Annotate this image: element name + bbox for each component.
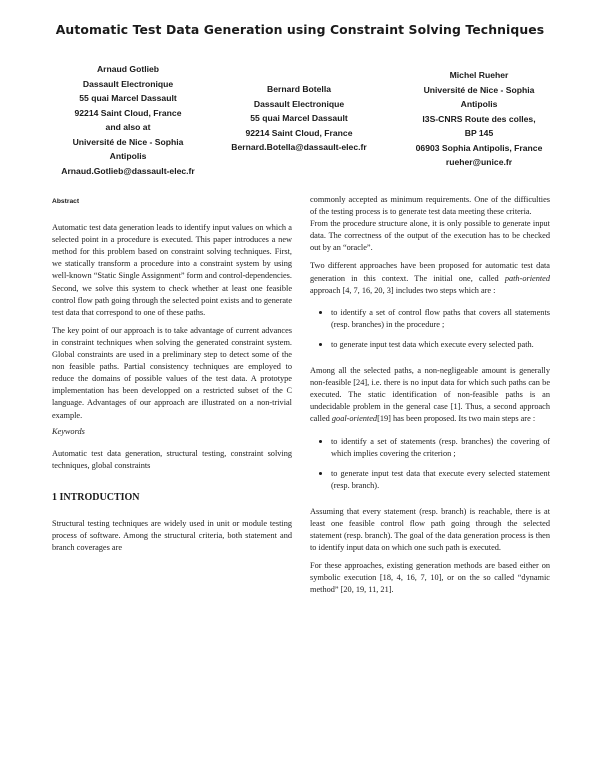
author-line: Bernard Botella [267, 84, 331, 94]
body-text: Among all the selected paths, a non-negligeable amount is generally non-feasible [24], i.e. there is no input data for which such paths can be executed. The static identification of non-feasible paths is an undecidable problem in the general case [1]. Thus, a second approach called [310, 366, 550, 424]
author-line: Dassault Electronique [253, 98, 345, 109]
list-item-text: to generate input test data that execute every selected statement (resp. branch). [331, 468, 550, 490]
author-email: rueher@unice.fr [445, 157, 513, 167]
list-item [310, 468, 550, 492]
author-line: and also at [105, 122, 151, 132]
author-line: Antipolis [460, 99, 498, 109]
body-paragraph: commonly accepted as minimum requirements. One of the difficulties of the testing process is to generate test data meeting these criteria. [310, 195, 550, 217]
body-paragraph: Assuming that every statement (resp. branch) is reachable, there is at least one feasible control flow path going through the selected statement (resp. branch). The goal of the data generation process is then to identify input data on which one such path is executed. [310, 506, 550, 553]
body-text: approach [4, 7, 16, 20, 3] includes two steps which are : [310, 285, 496, 295]
bullet-list [310, 436, 550, 492]
emphasis-term: goal-oriented [331, 414, 378, 424]
author-line: Université de Nice - Sophia [423, 84, 535, 95]
author-line: Antipolis [109, 151, 147, 161]
author-block-rueher [382, 68, 576, 170]
list-item [310, 307, 550, 331]
intro-paragraph: Structural testing techniques are widely used in unit or module testing process of software. Among the structural criteria, both statement and branch coverages are [52, 518, 292, 553]
paper-title: Automatic Test Data Generation using Constraint Solving Techniques [55, 22, 545, 37]
abstract-paragraph: The key point of our approach is to take advantage of current advances in constraint techniques when solving the generated constraint system. Global constraints are used in a preliminary step to detect some of the non feasible paths. Partial consistency techniques are employed to reduce the domains of possible values of the test data. A prototype implementation has been developped on a restricted subset of the C language. Advantages of our approach are illustrated on a non-trivial example. [52, 325, 292, 420]
author-line: 92214 Saint Cloud, France [245, 127, 353, 138]
author-line: Arnaud Gotlieb [96, 64, 160, 74]
author-email: Arnaud.Gotlieb@dassault-elec.fr [61, 165, 195, 176]
body-paragraph [310, 260, 550, 296]
author-line: Michel Rueher [449, 70, 509, 80]
author-line: BP 145 [464, 128, 494, 138]
list-item-text: to identify a set of control flow paths that covers all statements (resp. branches) in the procedure ; [331, 307, 550, 329]
abstract-paragraph: Automatic test data generation leads to identify input values on which a selected point in a procedure is executed. This paper introduces a new method for this problem based on constraint solving techniques. First, we statically transform a procedure into a constraint system by using well-known “Static Single Assignment” form and control-dependencies. Second, we solve this system to check whether at least one feasible control flow path going through the selected point exists and to generate test data that correspond to one of these paths. [52, 223, 292, 317]
bullet-icon [319, 343, 322, 346]
list-item-text: to identify a set of statements (resp. branches) the covering of which implies covering the criterion ; [331, 436, 550, 458]
author-block-botella [212, 82, 386, 155]
keywords-text: Automatic test data generation, structural testing, constraint solving techniques, global constraints [52, 448, 292, 470]
author-line: 06903 Sophia Antipolis, France [415, 142, 543, 153]
bullet-list [310, 307, 550, 351]
body-paragraph: For these approaches, existing generation methods are based either on symbolic execution [18, 4, 16, 7, 10], or on the so called “dynamic method” [20, 19, 11, 21]. [310, 561, 550, 595]
bullet-icon [319, 472, 322, 475]
list-item [310, 436, 550, 460]
body-text: Two different approaches have been proposed for automatic test data generation in this context. The initial one, called [310, 261, 550, 283]
author-line: 92214 Saint Cloud, France [74, 107, 182, 118]
bullet-icon [319, 440, 322, 443]
body-paragraph [310, 365, 550, 425]
author-line: Dassault Electronique [82, 78, 174, 89]
author-block-gotlieb [40, 62, 216, 178]
left-column [52, 196, 292, 554]
abstract-heading: Abstract [52, 198, 80, 205]
list-item-text: to generate input test data which execute every selected path. [331, 339, 534, 349]
section-heading: 1 INTRODUCTION [52, 491, 140, 503]
author-line: 55 quai Marcel Dassault [250, 113, 348, 123]
emphasis-term: path-oriented [504, 273, 550, 283]
author-line: Université de Nice - Sophia [72, 136, 184, 147]
right-column [310, 194, 550, 597]
list-item [310, 339, 550, 351]
author-line: I3S-CNRS Route des colles, [422, 113, 536, 124]
bullet-icon [319, 311, 322, 314]
author-line: 55 quai Marcel Dassault [79, 93, 177, 103]
body-paragraph: From the procedure structure alone, it is only possible to generate input data. The correctness of the output of the execution has to be checked out by an “oracle”. [310, 219, 550, 253]
author-email: Bernard.Botella@dassault-elec.fr [231, 142, 367, 152]
body-text: [19] has been proposed. Its two main steps are : [377, 414, 536, 424]
keywords-heading: Keywords [52, 426, 85, 436]
